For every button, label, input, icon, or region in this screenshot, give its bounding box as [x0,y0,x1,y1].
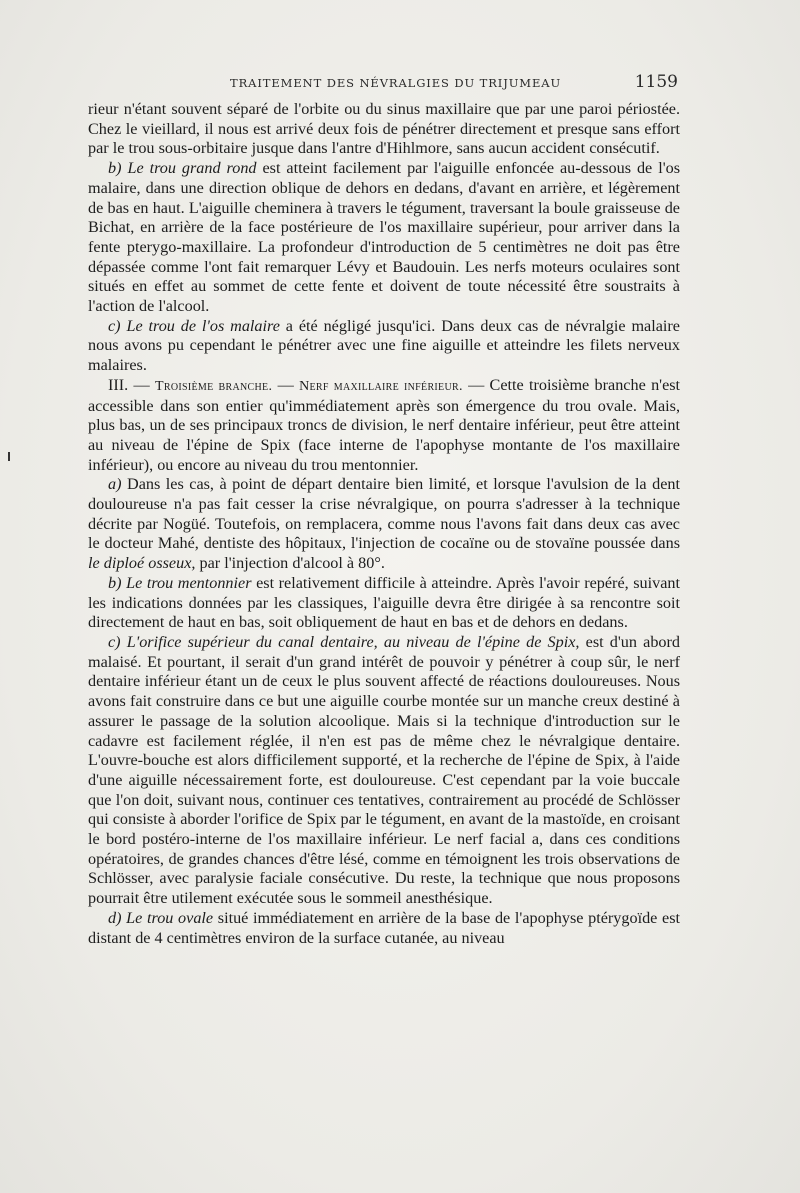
paragraph-os-malaire: c) Le trou de l'os malaire a été négligé jusqu'ici. Dans deux cas de névralgie malaire nous avons pu cependant le pénétrer avec une fine aiguille et atteindre les filets nerveux malaires. [88,316,680,375]
body-text [88,100,680,948]
paragraph-troisieme-branche: III. — Troisième branche. — Nerf maxillaire inférieur. — Cette troisième branche n'est accessible dans son entier qu'immédiatement après son émergence du trou ovale. Mais, plus bas, un de ses principaux troncs de division, le nerf dentaire inférieur, peut être atteint au niveau de l'épine de Spix (face interne de l'apophyse montante de l'os maxillaire inférieur), ou encore au niveau du trou mentonnier. [88,375,681,474]
paragraph-grand-rond: b) Le trou grand rond est atteint facilement par l'aiguille enfoncée au-dessous de l'os malaire, dans une direction oblique de dehors en dedans, d'avant en arrière, et légèrement de bas en haut. L'aiguille cheminera à travers le tégument, traversant la boule graisseuse de Bichat, en arrière de la face postérieure de l'os maxillaire supérieur, pour arriver dans la fente pterygo-maxillaire. La profondeur d'introduction de 5 centimètres ne doit pas être dépassée comme l'ont fait remarquer Lévy et Baudouin. Les nerfs moteurs oculaires sont situés en effet au sommet de cette fente et doivent de toute nécessité être soustraits à l'action de l'alcool. [88,159,681,316]
term-trou-ovale: Le trou ovale [126,908,214,927]
paragraph-trou-mentonnier: b) Le trou mentonnier est relativement difficile à atteindre. Après l'avoir repéré, suivant les indications données par les classiques, l'aiguille devra être dirigée à sa rencontre soit directement de haut en bas, soit obliquement de haut en bas et de dehors en dedans. [88,573,681,632]
paragraph-continuation: rieur n'étant souvent séparé de l'orbite ou du sinus maxillaire que par une paroi périostée. Chez le vieillard, il nous est arrivé deux fois de pénétrer directement et presque sans effort par le trou sous-orbitaire jusque dans l'antre d'Hihlmore, sans aucun accident consécutif. [88,100,680,158]
term-os-malaire: Le trou de l'os malaire [126,316,280,335]
page-header [88,72,678,94]
paragraph-point-depart: a) Dans les cas, à point de départ dentaire bien limité, et lorsque l'avulsion de la dent douloureuse n'a pas fait cesser la crise névralgique, on pourra s'adresser à la technique décrite par Nogüé. Toutefois, on remplacera, comme nous l'avons fait dans deux cas avec le docteur Mahé, dentiste des hôpitaux, l'injection de cocaïne ou de stovaïne poussée dans le diploé osseux, par l'injection d'alcool à 80°. [88,475,680,573]
running-title: TRAITEMENT DES NÉVRALGIES DU TRIJUMEAU [230,76,562,90]
margin-mark [8,452,10,461]
term-trou-mentonnier: Le trou mentonnier [126,573,252,592]
term-grand-rond: Le trou grand rond [127,159,257,178]
term-canal-dentaire: L'orifice supérieur du canal dentaire, au niveau de l'épine de Spix, [126,632,580,651]
page-number: 1159 [634,72,678,92]
term-diploe: le diploé osseux, [88,554,196,573]
paragraph-canal-dentaire: c) L'orifice supérieur du canal dentaire, au niveau de l'épine de Spix, est d'un abord malaisé. Et pourtant, il serait d'un grand intérêt de pouvoir y pénétrer à coup sûr, le nerf dentaire inférieur étant un de ceux le plus souvent affecté de réactions douloureuses. Nous avons fait construire dans ce but une aiguille courbe montée sur un manche creux destiné à assurer le passage de la solution alcoolique. Mais si la technique d'introduction sur le cadavre est facilement réglée, il n'en est pas de même chez le névralgique dentaire. L'ouvre-bouche est alors difficilement supporté, et la recherche de l'épine de Spix, à l'aide d'une aiguille nécessairement forte, est douloureuse. C'est cependant par la voie buccale que l'on doit, suivant nous, continuer ces tentatives, contrairement au procédé de Schlösser qui consiste à aborder l'orifice de Spix par le tégument, en avant de la mastoïde, en croisant le bord postéro-interne de l'os maxillaire inférieur. Le nerf facial a, dans ces conditions opératoires, de grandes chances d'être lésé, comme en témoignent les trois observations de Schlösser, avec paralysie faciale consécutive. Du reste, la technique que nous proposons pourrait être utilement exécutée sous le sommeil anesthésique. [88,632,681,908]
section-heading-nerf: Nerf maxillaire inférieur. [299,378,463,394]
section-heading-branche: Troisième branche. [155,378,273,394]
paragraph-trou-ovale: d) Le trou ovale situé immédiatement en arrière de la base de l'apophyse ptérygoïde est distant de 4 centimètres environ de la surface cutanée, au niveau [88,908,680,947]
